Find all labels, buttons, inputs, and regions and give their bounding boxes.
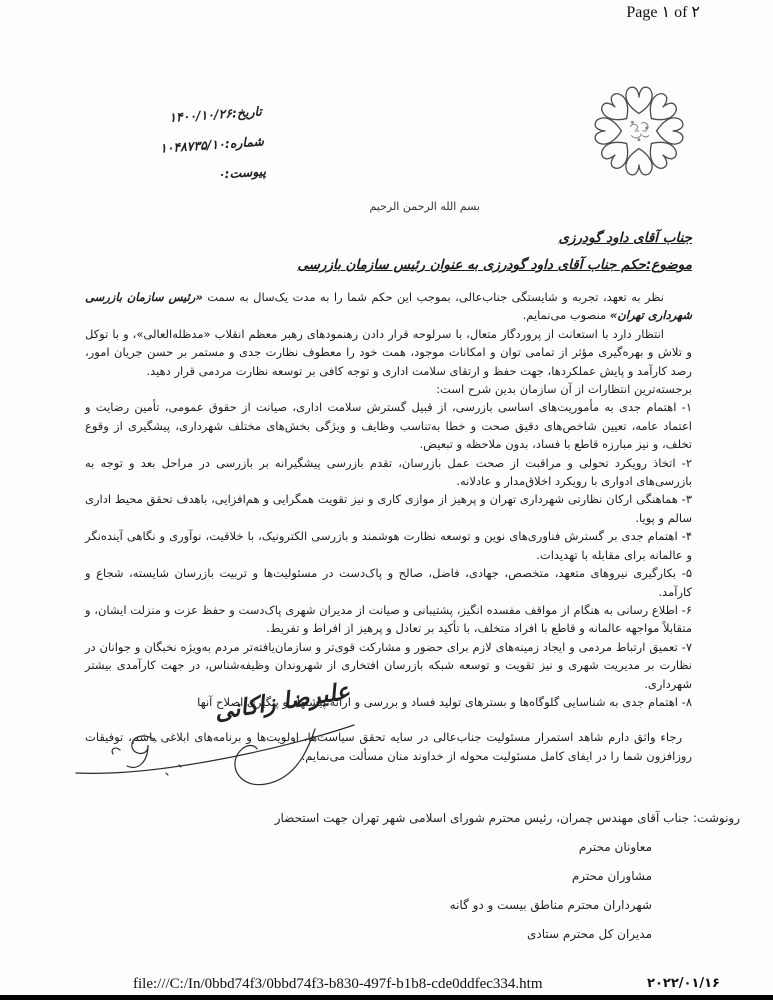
tehran-municipality-logo-icon xyxy=(575,76,703,186)
subject-line: موضوع:حکم جناب آقای داود گودرزی به عنوان رئیس سازمان بازرسی xyxy=(297,257,692,273)
cc-line: مشاوران محترم xyxy=(571,869,652,883)
scan-edge-bar xyxy=(0,995,773,1000)
directive-item: ۵- بکارگیری نیروهای متعهد، متخصص، جهادی، فاضل، صالح و پاک‌دست در مسئولیت‌ها و تربیت بازرسان شایسته، شجاع و کارآمد. xyxy=(85,566,692,599)
signature-block xyxy=(68,678,363,803)
letter-paragraph: انتظار دارد با استعانت از پروردگار متعال، با سرلوحه قرار دادن رهنمودهای رهبر معظم انقلاب «مدظله‌العالی»، و با توکل و تلاش و بهره‌گیری مؤثر از تمامی توان و امکانات موجود، همت خود را معطوف نظارت جدی و مستمر بر حسن جریان امور، رصد کارآمد و پایش عملکردها، جهت حفظ و ارتقای سلامت اداری و توجه کافی بر توسعه نظارت مردمی قرار دهید. xyxy=(85,326,692,378)
directive-item: ۱- اهتمام جدی به مأموریت‌های اساسی بازرسی، از قبیل گسترش سلامت اداری، صیانت از حقوق عمومی، تأمین رضایت و اعتماد عامه، تعیین شاخص‌های دقیق صحت و خطا به‌تناسب وظایف و ویژگی بخش‌های مختلف شهرداری، پیشگیری از وقوع تخلف، و نیز مبارزه قاطع با فساد، بدون ملاحظه و تبعیض. xyxy=(85,400,692,452)
footer-date: ۲۰۲۲/۰۱/۱۶ xyxy=(647,976,720,991)
directive-item: ۸- اهتمام جدی به شناسایی گلوگاه‌ها و بسترهای تولید فساد و بررسی و ارائه پیشنهاد و پیگیری اصلاح آنها xyxy=(197,694,692,709)
cc-line: مدیران کل محترم ستادی xyxy=(527,927,652,941)
addressee-line: جناب آقای داود گودرزی xyxy=(558,230,692,246)
expectations-intro: برجسته‌ترین انتظارات از آن سازمان بدین شرح است: xyxy=(436,382,692,397)
appointment-text-end: منصوب می‌نمایم. xyxy=(522,308,610,323)
directive-item: ۶- اطلاع رسانی به هنگام از مواقف مفسده انگیز، پشتیبانی و صیانت از مدیران شهری پاک‌دست و حفظ عزت و منزلت ایشان، و متقابلاً مواجهه عالمانه و قاطع با افراد متخلف، با تأکید بر تعادل و پرهیز از افراط و تفریط. xyxy=(85,602,692,636)
closing-paragraph: رجاء واثق دارم شاهد استمرار مسئولیت جناب‌عالی در سایه تحقق سیاست‌ها، اولویت‌ها و برنامه‌های ابلاغی باشم، توفیقات روزافزون شما را در ایفای کامل مسئولیت محوله از خداوند منان مسألت می‌نمایم. xyxy=(85,730,692,763)
letter-date: تاریخ:۱۴۰۰/۱۰/۲۶ xyxy=(168,103,263,125)
letter-number: شماره:۱۰۴۸۷۳۵/۱۰ xyxy=(159,133,265,156)
bismillah: بسم الله الرحمن الرحیم xyxy=(369,200,480,213)
directive-item: ۷- تعمیق ارتباط مردمی و ایجاد زمینه‌های لازم برای حضور و مشارکت قوی‌تر و سازمان‌یافته‌تر مردم به‌ویژه نخبگان و جوانان در نظارت بر مدیریت شهری و نیز تقویت و توسعه شبکه بازرسان افتخاری از شهروندان وظیفه‌شناس، در جهت کارآمدی بیشتر شهرداری. xyxy=(85,639,692,691)
page-indicator: Page ۱ of ۲ xyxy=(626,4,700,21)
letterhead-meta xyxy=(101,97,267,198)
directive-item: ۲- اتخاذ رویکرد تحولی و مراقبت از صحت عمل بازرسان، تقدم بازرسی پیشگیرانه بر بازرسی در مراحل بعد و توجه به بازرسی‌های ادواری با رویکرد اخلاق‌مدار و عادلانه. xyxy=(85,455,692,489)
directive-item: ۴- اهتمام جدی بر گسترش فناوری‌های نوین و توسعه نظارت هوشمند و بازرسی الکترونیک، با خلاقیت، نوآوری و نگاهی آینده‌نگر و عالمانه برای مقابله با تهدیدات. xyxy=(85,529,692,562)
appointment-text: نظر به تعهد، تجربه و شایستگی جناب‌عالی، بموجب این حکم شما را به مدت یک‌سال به سمت xyxy=(202,290,664,304)
cc-line: معاونان محترم xyxy=(578,840,652,854)
cc-line: رونوشت: جناب آقای مهندس چمران، رئیس محترم شورای اسلامی شهر تهران جهت استحضار xyxy=(274,811,740,825)
appointment-title: «رئیس سازمان بازرسی شهرداری تهران» xyxy=(85,290,692,323)
cc-block xyxy=(260,804,740,949)
footer-file-url: file:///C:/In/0bbd74f3/0bbd74f3-b830-497f-b1b8-cde0ddfec334.htm xyxy=(133,976,543,992)
signature-name: علیرضا زاکانی xyxy=(213,678,353,726)
cc-line: شهرداران محترم مناطق بیست و دو گانه xyxy=(449,898,652,912)
directive-item: ۳- هماهنگی ارکان نظارتی شهرداری تهران و پرهیز از موازی کاری و نیز تقویت همگرایی و هم‌افزایی، باهدف تحقق محیط اداری سالم و پویا. xyxy=(85,492,692,525)
letter-attachment: پیوست:۰ xyxy=(217,163,267,182)
letter-paragraph xyxy=(85,288,692,325)
